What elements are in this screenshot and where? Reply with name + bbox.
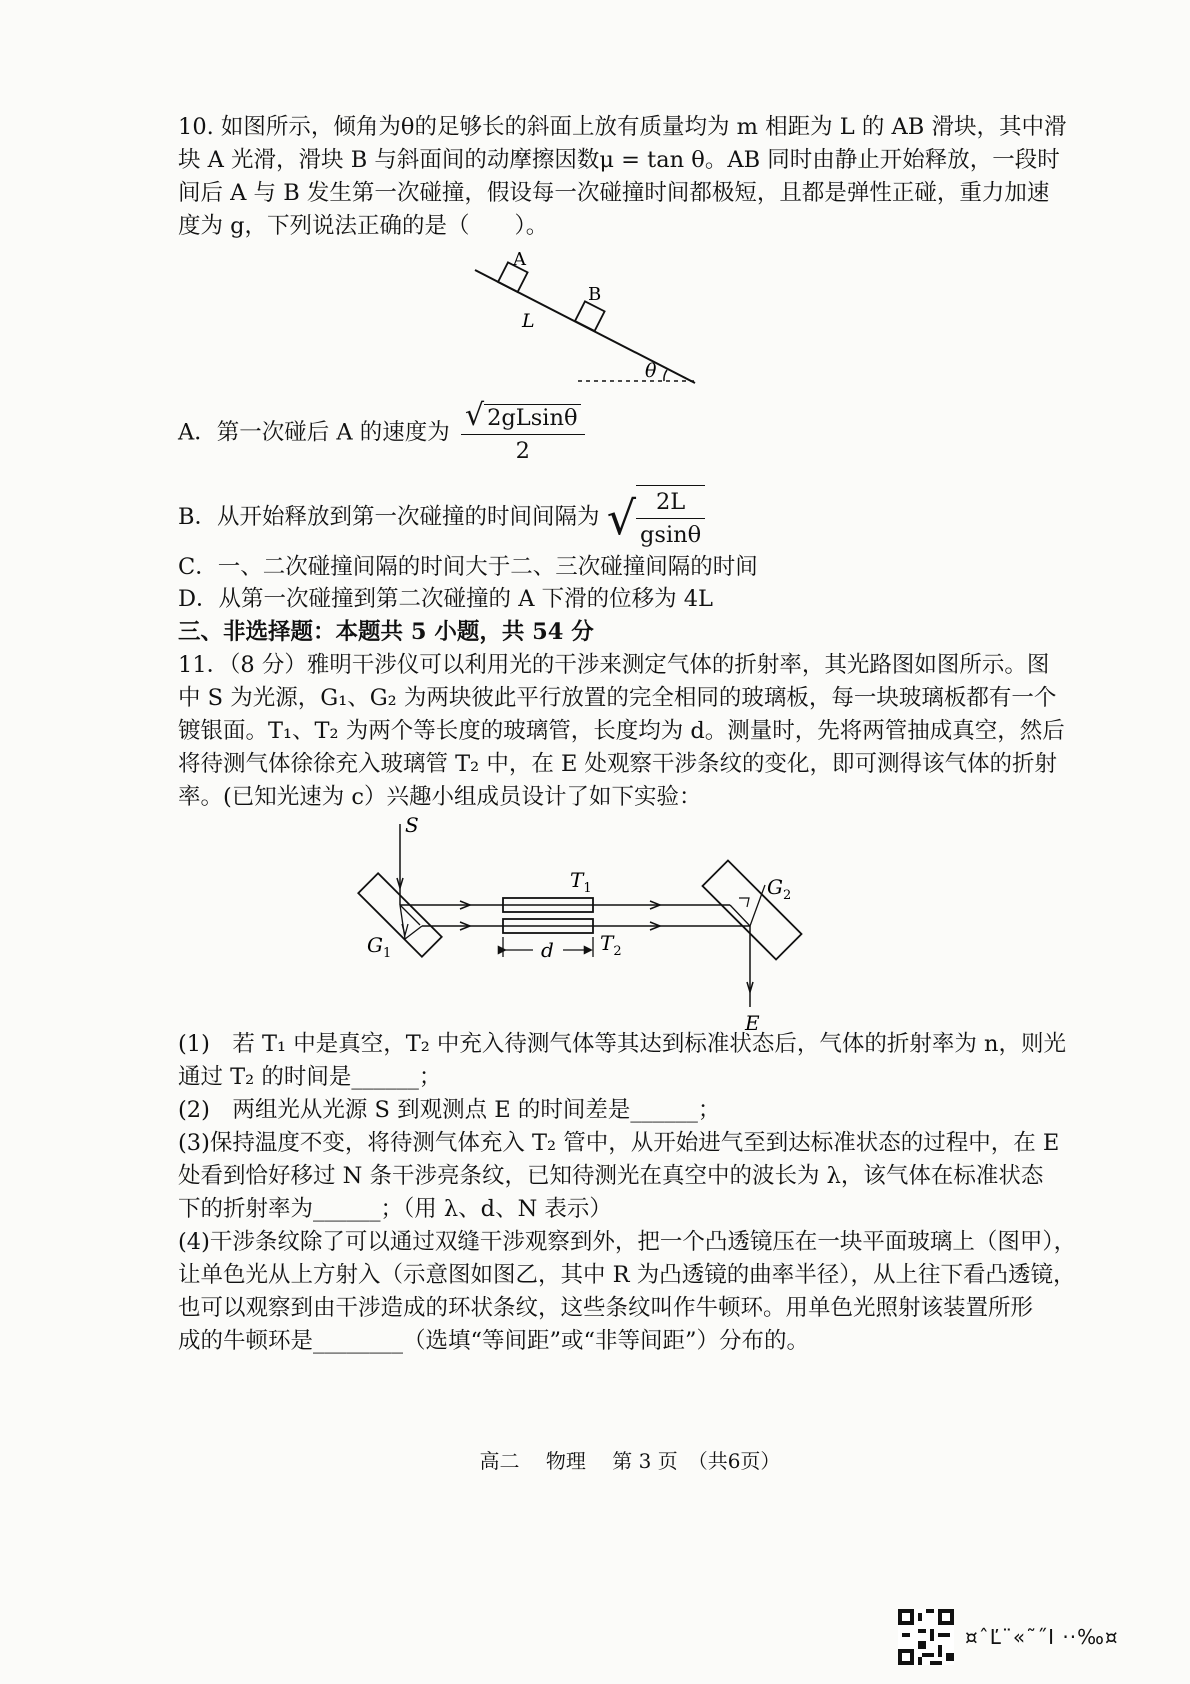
label-e: E bbox=[745, 1011, 760, 1035]
q11-sub-line-6: 下的折射率为______；（用 λ、d、N 表示） bbox=[178, 1196, 612, 1222]
label-g2-main: G bbox=[767, 875, 783, 899]
option-b-numerator: 2L bbox=[636, 486, 705, 519]
q11-line-3: 镀银面。T₁、T₂ 为两个等长度的玻璃管，长度均为 d。测量时，先将两管抽成真空，然后 bbox=[178, 718, 1065, 744]
label-g2 bbox=[767, 875, 791, 903]
label-g1-main: G bbox=[367, 933, 383, 957]
qr-code-icon bbox=[898, 1609, 954, 1665]
label-t2-main: T bbox=[600, 931, 614, 955]
option-b-denominator: gsinθ bbox=[640, 522, 702, 548]
option-b: B．从开始释放到第一次碰撞的时间间隔为 √ $\frac{2L}{gsin\theta}$ bbox=[178, 485, 705, 551]
q11-sub-line-3: (2) 两组光从光源 S 到观测点 E 的时间差是______； bbox=[178, 1097, 721, 1123]
option-a-denominator: 2 bbox=[515, 438, 530, 464]
label-a: A bbox=[513, 249, 526, 270]
section-3-heading: 三、非选择题：本题共 5 小题，共 54 分 bbox=[178, 619, 594, 645]
q11-sub-line-1: (1) 若 T₁ 中是真空，T₂ 中充入待测气体等其达到标准状态后，气体的折射率为 n，则光 bbox=[178, 1031, 1067, 1057]
label-t1-sub: 1 bbox=[583, 881, 592, 896]
q11-line-5: 率。(已知光速为 c）兴趣小组成员设计了如下实验： bbox=[178, 784, 702, 810]
q11-sub-line-4: (3)保持温度不变，将待测气体充入 T₂ 管中，从开始进气至到达标准状态的过程中，在 E bbox=[178, 1130, 1060, 1156]
label-t1 bbox=[570, 868, 592, 896]
label-b: B bbox=[588, 284, 602, 305]
label-t1-main: T bbox=[570, 868, 584, 892]
option-a-text: A．第一次碰后 A 的速度为 bbox=[178, 419, 450, 446]
q10-line-2: 块 A 光滑，滑块 B 与斜面间的动摩擦因数μ = tan θ。AB 同时由静止开始释放，一段时 bbox=[178, 147, 1060, 173]
label-l: L bbox=[522, 310, 535, 332]
q10-line-1: 10. 如图所示，倾角为θ的足够长的斜面上放有质量均为 m 相距为 L 的 AB 滑块，其中滑 bbox=[178, 114, 1067, 140]
block-b bbox=[575, 301, 605, 331]
footer-garbled-text: ¤ˆĽ¨«˜˝Ι ··‰¤ bbox=[965, 1625, 1119, 1649]
label-t2 bbox=[600, 931, 622, 959]
incline-figure bbox=[470, 245, 720, 395]
q11-sub-line-2: 通过 T₂ 的时间是______； bbox=[178, 1064, 442, 1090]
plate-g2 bbox=[703, 861, 802, 960]
interferometer-figure bbox=[345, 812, 845, 1037]
q11-line-1: 11．（8 分）雅明干涉仪可以利用光的干涉来测定气体的折射率，其光路图如图所示。图 bbox=[178, 652, 1050, 678]
label-d: d bbox=[541, 938, 554, 962]
q11-sub-line-5: 处看到恰好移过 N 条干涉亮条纹，已知待测光在真空中的波长为 λ，该气体在标准状态 bbox=[178, 1163, 1044, 1189]
option-b-text: B．从开始释放到第一次碰撞的时间间隔为 bbox=[178, 504, 600, 530]
q11-line-2: 中 S 为光源，G₁、G₂ 为两块彼此平行放置的完全相同的玻璃板，每一块玻璃板都有一个 bbox=[178, 685, 1057, 711]
option-c: C．一、二次碰撞间隔的时间大于二、三次碰撞间隔的时间 bbox=[178, 554, 758, 580]
option-a-numerator: 2gLsinθ bbox=[484, 404, 580, 431]
option-d: D．从第一次碰撞到第二次碰撞的 A 下滑的位移为 4L bbox=[178, 586, 714, 612]
label-g2-sub: 2 bbox=[782, 888, 792, 903]
option-a bbox=[178, 400, 585, 467]
page-footer: 高二 物理 第 3 页 （共6页） bbox=[479, 1449, 781, 1473]
q11-sub-line-9: 也可以观察到由干涉造成的环状条纹，这些条纹叫作牛顿环。用单色光照射该装置所形 bbox=[178, 1295, 1034, 1321]
option-a-fraction: $\frac{√ 2gLsin\theta}{2}$ bbox=[461, 400, 585, 467]
q11-line-4: 将待测气体徐徐充入玻璃管 T₂ 中，在 E 处观察干涉条纹的变化，即可测得该气体的折射 bbox=[178, 751, 1058, 777]
q10-line-3: 间后 A 与 B 发生第一次碰撞，假设每一次碰撞时间都极短，且都是弹性正碰，重力加速 bbox=[178, 180, 1050, 206]
q11-sub-line-8: 让单色光从上方射入（示意图如图乙，其中 R 为凸透镜的曲率半径），从上往下看凸透镜， bbox=[178, 1262, 1076, 1288]
q11-sub-line-7: (4)干涉条纹除了可以通过双缝干涉观察到外，把一个凸透镜压在一块平面玻璃上（图甲）， bbox=[178, 1229, 1077, 1255]
label-g1-sub: 1 bbox=[382, 946, 392, 961]
label-g1 bbox=[367, 933, 391, 961]
q10-line-4: 度为 g，下列说法正确的是（ ）。 bbox=[178, 213, 549, 239]
label-theta: θ bbox=[645, 360, 657, 382]
q11-sub-line-10: 成的牛顿环是________（选填“等间距”或“非等间距”）分布的。 bbox=[178, 1328, 810, 1354]
label-s: S bbox=[405, 813, 419, 837]
option-b-fraction bbox=[636, 485, 705, 551]
label-t2-sub: 2 bbox=[613, 944, 622, 959]
